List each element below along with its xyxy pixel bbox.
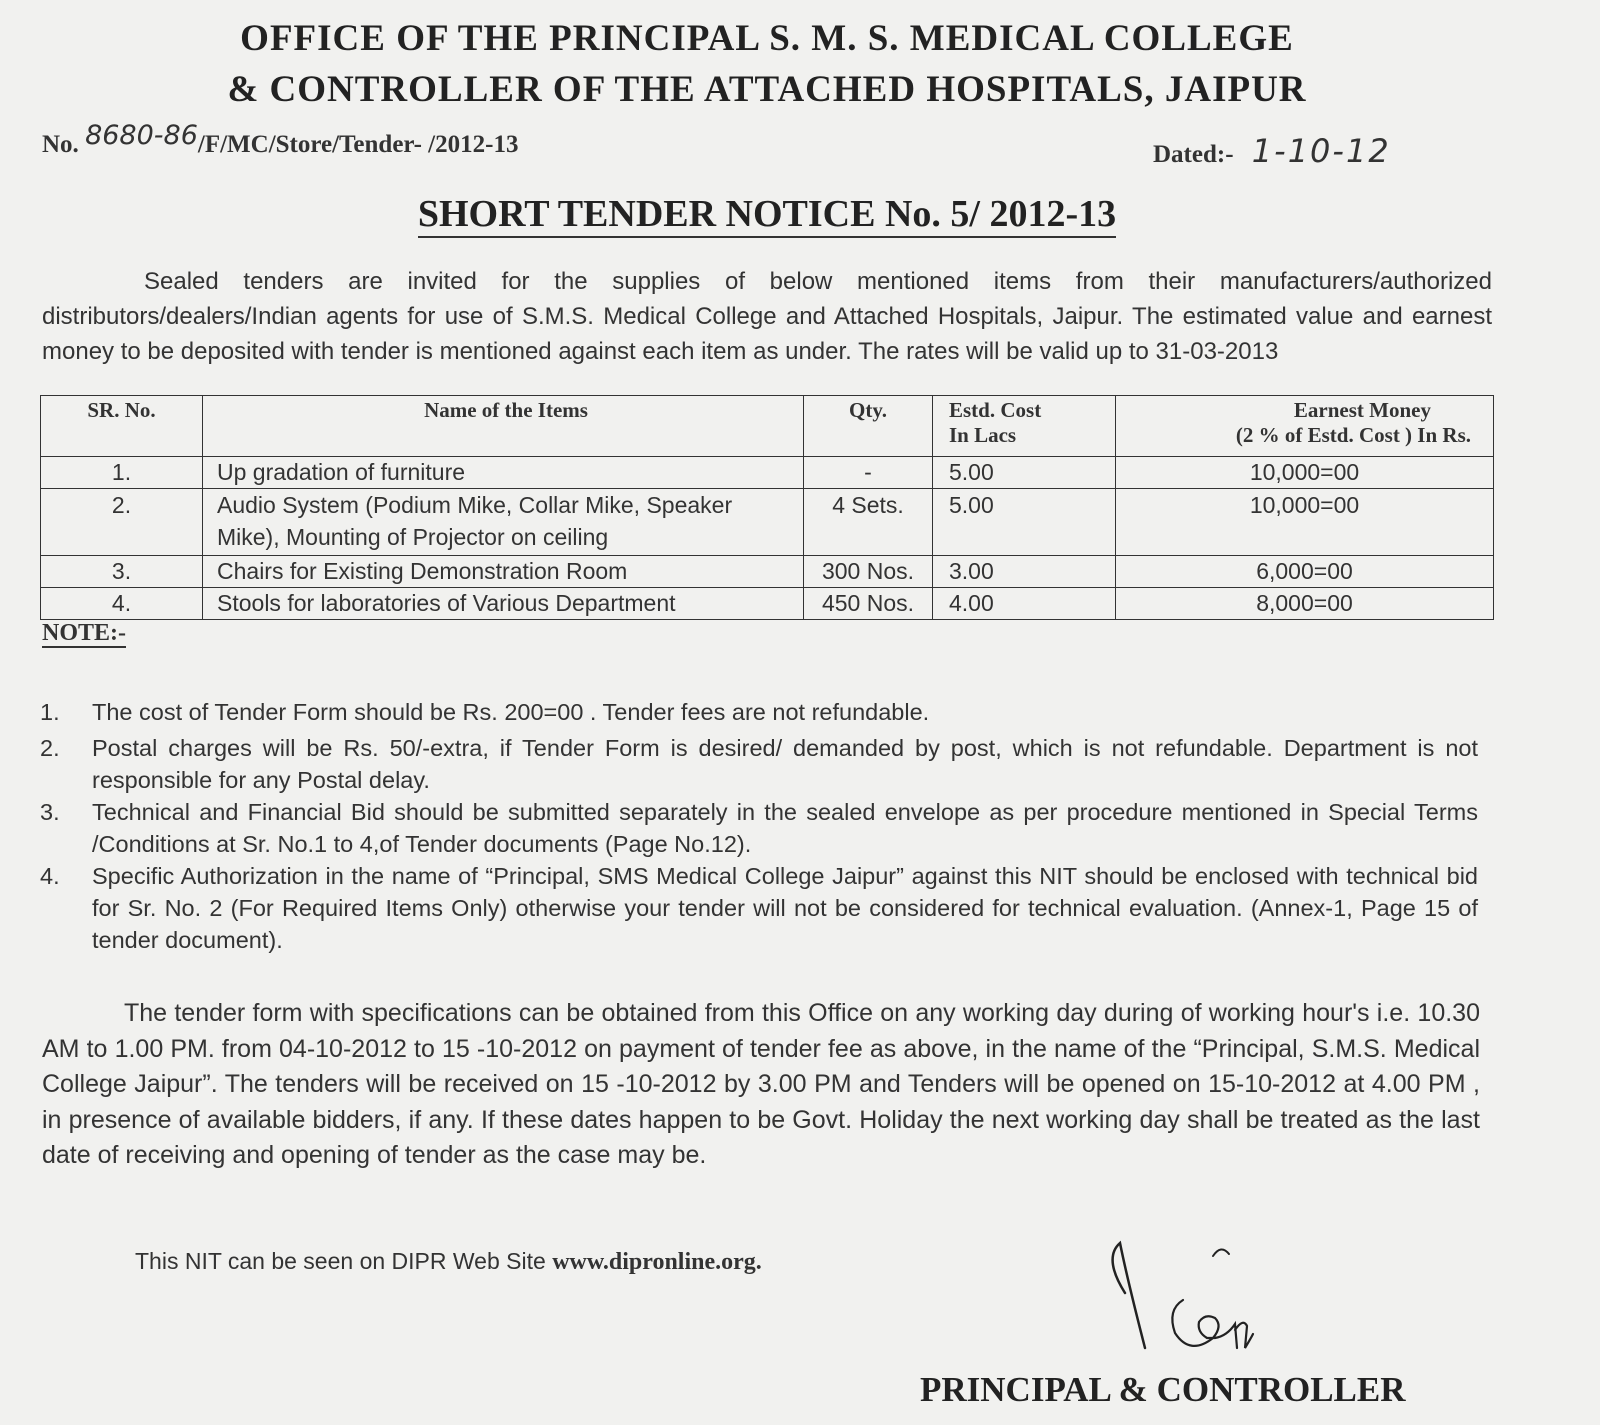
reference-number: [42, 120, 519, 159]
dipr-website: www.dipronline.org.: [552, 1249, 762, 1275]
row-qty: 4 Sets.: [804, 489, 933, 556]
notice-title: [0, 192, 1534, 236]
table-header-row: [41, 396, 1494, 457]
row-earnest-money: 8,000=00: [1116, 588, 1494, 620]
dipr-text: This NIT can be seen on DIPR Web Site: [135, 1248, 546, 1274]
table-row: [41, 588, 1494, 620]
header-estd-cost-line2: In Lacs: [949, 423, 1017, 447]
row-estd-cost: 5.00: [933, 457, 1116, 489]
note-text: Technical and Financial Bid should be submitted separately in the sealed envelope as per procedure mentioned in Special Terms /Conditions at Sr. No.1 to 4,of Tender documents (Page No.12).: [92, 799, 1478, 857]
tender-schedule-paragraph: The tender form with specifications can be obtained from this Office on any working day during of working hour's i.e. 10.30 AM to 1.00 PM. from 04-10-2012 to 15 -10-2012 on payment of tender fee as above, in the name of the “Principal, S.M.S. Medical College Jaipur”. The tenders will be received on 15 -10-2012 by 3.00 PM and Tenders will be opened on 15-10-2012 at 4.00 PM , in presence of available bidders, if any. If these dates happen to be Govt. Holiday the next working day shall be treated as the last date of receiving and opening of tender as the case may be.: [42, 999, 1480, 1169]
row-earnest-money: 6,000=00: [1116, 556, 1494, 588]
note-text: The cost of Tender Form should be Rs. 200=00 . Tender fees are not refundable.: [92, 699, 930, 725]
row-item-name: Audio System (Podium Mike, Collar Mike, Speaker Mike), Mounting of Projector on ceiling: [203, 489, 804, 556]
dated: [1153, 132, 1391, 170]
note-item: [40, 860, 1478, 956]
row-qty: -: [804, 457, 933, 489]
row-earnest-money: 10,000=00: [1116, 457, 1494, 489]
signoff: PRINCIPAL & CONTROLLER: [920, 1370, 1406, 1409]
note-number: 4.: [40, 863, 60, 889]
notes-list: [40, 696, 1478, 956]
header-line-2: & CONTROLLER OF THE ATTACHED HOSPITALS, JAIPUR: [227, 69, 1307, 110]
note-text: Specific Authorization in the name of “Principal, SMS Medical College Jaipur” against this NIT should be enclosed with technical bid for Sr. No. 2 (For Required Items Only) otherwise your tender will not be considered for technical evaluation. (Annex-1, Page 15 of tender document).: [92, 863, 1478, 953]
header-estd-cost-line1: Estd. Cost: [949, 398, 1042, 422]
note-number: 2.: [40, 735, 60, 761]
header-sr-no: SR. No.: [41, 396, 203, 457]
header-line-1: OFFICE OF THE PRINCIPAL S. M. S. MEDICAL COLLEGE: [240, 18, 1294, 59]
row-sr: 1.: [41, 457, 203, 489]
header-earnest-money-line1: Earnest Money: [1293, 398, 1431, 422]
table-row: [41, 556, 1494, 588]
note-number: 3.: [40, 799, 60, 825]
row-earnest-money: 10,000=00: [1116, 489, 1494, 556]
row-item-name: Stools for laboratories of Various Department: [203, 588, 804, 620]
row-estd-cost: 4.00: [933, 588, 1116, 620]
dated-label: Dated:-: [1153, 141, 1234, 168]
handwritten-reference-number: 8680-86: [85, 120, 198, 151]
row-sr: 4.: [41, 588, 203, 620]
header-earnest-money: [1116, 396, 1494, 457]
reference-prefix: No.: [42, 131, 79, 158]
notice-title-text: SHORT TENDER NOTICE No. 5/ 2012-13: [418, 193, 1116, 238]
row-estd-cost: 5.00: [933, 489, 1116, 556]
note-item: [40, 696, 1478, 728]
header-estd-cost: [933, 396, 1116, 457]
dipr-website-line: [135, 1248, 762, 1276]
signature-icon: [1095, 1238, 1275, 1363]
items-table: [40, 395, 1494, 620]
header-qty: Qty.: [804, 396, 933, 457]
row-qty: 300 Nos.: [804, 556, 933, 588]
note-number: 1.: [40, 699, 60, 725]
row-item-name: Chairs for Existing Demonstration Room: [203, 556, 804, 588]
note-text: Postal charges will be Rs. 50/-extra, if Tender Form is desired/ demanded by post, which is not refundable. Department is not responsible for any Postal delay.: [92, 735, 1478, 793]
note-item: [40, 796, 1478, 860]
row-sr: 3.: [41, 556, 203, 588]
intro-paragraph: Sealed tenders are invited for the supplies of below mentioned items from their manufacturers/authorized distributors/dealers/Indian agents for use of S.M.S. Medical College and Attached Hospitals, Jaipur. The estimated value and earnest money to be deposited with tender is mentioned against each item as under. The rates will be valid up to 31-03-2013: [42, 268, 1492, 365]
table-row: [41, 457, 1494, 489]
reference-code: /F/MC/Store/Tender- /2012-13: [197, 131, 519, 158]
table-row: [41, 489, 1494, 556]
header-item-name: Name of the Items: [203, 396, 804, 457]
row-sr: 2.: [41, 489, 203, 556]
handwritten-date: 1-10-12: [1251, 132, 1391, 170]
row-item-name: Up gradation of furniture: [203, 457, 804, 489]
note-item: [40, 732, 1478, 796]
row-estd-cost: 3.00: [933, 556, 1116, 588]
header-earnest-money-line2: (2 % of Estd. Cost ) In Rs.: [1235, 423, 1471, 447]
row-qty: 450 Nos.: [804, 588, 933, 620]
note-label: NOTE:-: [42, 620, 126, 646]
